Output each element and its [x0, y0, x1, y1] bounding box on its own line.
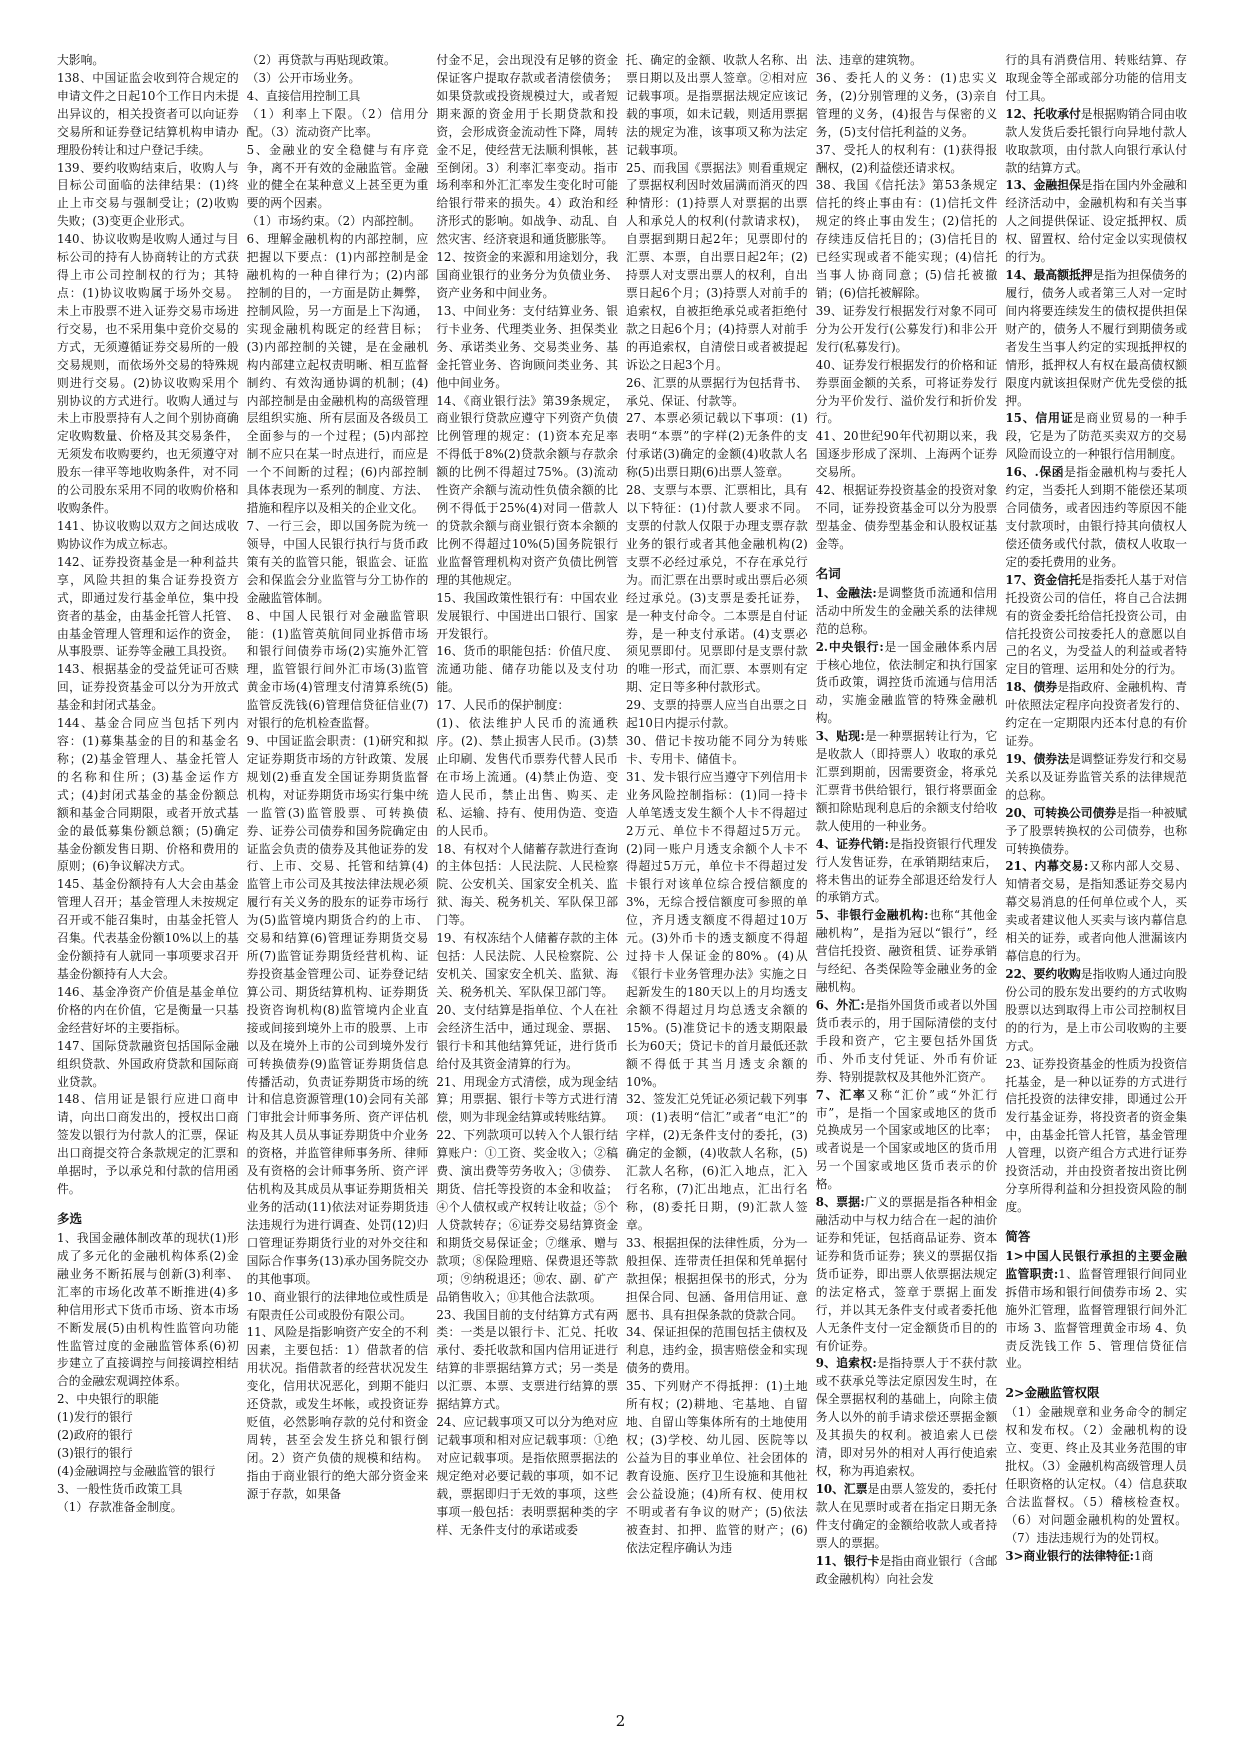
- paragraph-text: 20、支付结算是指单位、个人在社会经济生活中，通过现金、票据、银行卡和其他结算凭证，进行货币给付及其资金清算的行为。: [436, 1002, 619, 1071]
- paragraph-text: 17、人民币的保护制度：: [436, 698, 570, 713]
- paragraph: [1005, 106, 1187, 178]
- paragraph-text: 142、证券投资基金是一种利益共享，风险共担的集合证券投资方式，即通过发行基金单位，集中投资者的基金，由基金托管人托管、由基金管理人管理和运作的资金，从事股票、证券等金融工具投资。: [57, 554, 239, 659]
- paragraph: [436, 249, 618, 303]
- paragraph: [1005, 1404, 1187, 1547]
- paragraph-text: (1)、依法维护人民币的流通秩序。(2)、禁止损害人民币。(3)禁止印刷、发售代币票券代替人民币在市场上流通。(4)禁止伪造、变造人民币，禁止出售、购买、走私、运输、持有、使用伪造、变造的人民币。: [436, 716, 619, 838]
- glossary-term: 4、证券代销:: [815, 836, 889, 851]
- paragraph: [626, 52, 808, 160]
- paragraph: [816, 70, 998, 142]
- paragraph-text: 1商: [1133, 1548, 1154, 1563]
- paragraph: [816, 639, 998, 729]
- paragraph-text: 6、理解金融机构的内部控制，应把握以下要点：(1)内部控制是金融机构的一种自律行为；(2)内部控制的目的，一方面是防止舞弊，控制风险，另一方面是上下沟通，实现金融机构既定的经营目标；(3)内部控制的关键，是在金融机构内部建立起权责明晰、相互监督制约、有效沟通协调的机制；(4)内部控制是由金融机构的高级管理层组织实施、所有层面及各级员工全面参与的一个过程；(5)内部控制不应只在某一时点进行，而应是一个不间断的过程；(6)内部控制具体表现为一系列的制度、方法、措施和程序以及相关的企业文化。: [246, 232, 429, 516]
- paragraph-text: (2)政府的银行: [57, 1428, 133, 1443]
- paragraph-text: 是一种票据转让行为，它是收款人（即持票人）收取的承兑汇票到期前，因需要资金，将承兑汇票背书供给银行，银行将票面金额扣除贴现利息后的余额支付给收款人使用的一种业务。: [815, 729, 998, 833]
- paragraph-text: 4、直接信用控制工具: [246, 88, 361, 103]
- paragraph-text: 12、按资金的来源和用途划分，我国商业银行的业务分为负债业务、资产业务和中间业务。: [436, 250, 619, 300]
- section-heading: 简答: [1005, 1228, 1031, 1244]
- paragraph-text: 是根据购销合同由收款人发货后委托银行向异地付款人收取款项，由付款人向银行承认付款的结算方式。: [1005, 106, 1188, 175]
- glossary-term: 3、贴现:: [815, 729, 865, 744]
- paragraph: [1005, 1548, 1187, 1566]
- paragraph: [1005, 966, 1187, 1056]
- glossary-term: 5、非银行金融机构:: [815, 908, 929, 923]
- column-6: [1005, 52, 1187, 1702]
- paragraph: [1005, 267, 1187, 410]
- paragraph-text: 16、货币的职能包括：价值尺度、流通功能、储存功能以及支付功能。: [436, 644, 619, 695]
- paragraph-text: 19、有权冻结个人储蓄存款的主体包括：人民法院、人民检察院、公安机关、国家安全机关、监狱、海关、税务机关、军队保卫部门等。: [436, 931, 619, 999]
- glossary-term: 10、汇票: [815, 1481, 868, 1496]
- paragraph-text: 是指在国内外金融和经济活动中，金融机构和有关当事人之间提供保证、设定抵押权、质权、留置权、给付定金以实现债权的行为。: [1005, 178, 1188, 265]
- glossary-term: 17、资金信托: [1005, 572, 1081, 587]
- paragraph: [816, 482, 998, 554]
- glossary-term: 12、托收承付: [1005, 106, 1081, 121]
- paragraph: [57, 1038, 239, 1092]
- paragraph-text: (3)银行的银行: [57, 1446, 133, 1461]
- paragraph-text: 是调整证券发行和交易关系以及证券监管关系的法律规范的总称。: [1005, 751, 1188, 802]
- paragraph: [57, 1481, 239, 1499]
- column-5: [816, 52, 998, 1702]
- paragraph: [816, 357, 998, 429]
- paragraph-text: 也称“其他金融机构”，是指为冠以“银行”，经营信托投资、融资租赁、证券承销与经纪、各类保险等金融业务的金融机构。: [815, 908, 998, 995]
- paragraph-text: 28、支票与本票、汇票相比，具有以下特征：(1)付款人要求不同。支票的付款人仅限于办理支票存款业务的银行或者其他金融机构(2)支票不必经过承兑，不存在承兑行为。而汇票在出票时或出票后必须经过承兑。(3)支票是委托证券，是一种支付命令。二本票是自付证券，是一种支付承诺。(4)支票必须见票即付。见票即付是支票付款的唯一形式，而汇票、本票则有定期、定日等多种付款形式。: [626, 483, 808, 695]
- paragraph-text: 法、违章的建筑物。: [815, 53, 922, 67]
- paragraph-text: 21、用现金方式清偿，成为现金结算；用票据、银行卡等方式进行清偿，则为非现金结算或转账结算。: [436, 1074, 619, 1125]
- inline-heading: 1>中国人民银行承担的主要金融监管职责:: [1005, 1248, 1188, 1281]
- paragraph-text: 5、金融业的安全稳健与有序竞争，离不开有效的金融监管。金融业的健全在某种意义上甚至更为重要的两个因素。: [246, 142, 429, 211]
- paragraph: [57, 231, 239, 518]
- paragraph: [1005, 52, 1187, 106]
- paragraph: [626, 482, 808, 697]
- paragraph: [57, 1391, 239, 1409]
- paragraph-text: 是指委托人基于对信托投资公司的信任，将自己合法拥有的资金委托给信托投资公司，由信托投资公司按委托人的意愿以自己的名义，为受益人的利益或者特定目的管理、运用和处分的行为。: [1005, 572, 1188, 677]
- paragraph: [1005, 1248, 1187, 1373]
- glossary-term: 2.中央银行:: [815, 639, 884, 654]
- paragraph: [57, 518, 239, 554]
- paragraph-text: 143、根据基金的受益凭证可否赎回，证券投资基金可以分为开放式基金和封闭式基金。: [57, 662, 239, 713]
- paragraph-text: 25、而我国《票据法》则看重规定了票据权利因时效届满而消灭的四种情形：(1)持票人对票据的出票人和承兑人的权利(付款请求权)，自票据到期日起2年；见票即付的汇票、本票，自出票日起2年；(2)持票人对支票出票人的权利，自出票日起6个月；(3)持票人对前手的追索权，自被拒绝承兑或者拒绝付款之日起6个月；(4)持票人对前手的再追索权，自清偿日或者被提起诉讼之日起3个月。: [626, 160, 808, 372]
- paragraph: [436, 590, 618, 644]
- paragraph-text: 139、要约收购结束后，收购人与目标公司面临的法律结果：(1)终止上市交易与强制受让；(2)收购失败；(3)变更企业形式。: [57, 160, 239, 229]
- paragraph: [247, 733, 429, 1289]
- glossary-term: 15、信用证: [1005, 411, 1074, 426]
- paragraph-text: 是指由商业银行（含邮政金融机构）向社会发: [815, 1553, 998, 1586]
- paragraph-text: 是指外国货币或者以外国货币表示的，用于国际清偿的支付手段和资产，它主要包括外国货币、外币支付凭证、外币有价证券、特别提款权及其他外汇资产。: [815, 998, 998, 1084]
- paragraph: [626, 697, 808, 733]
- paragraph-text: 15、我国政策性银行有：中国农业发展银行、中国进出口银行、国家开发银行。: [436, 590, 619, 641]
- paragraph-text: 是指政府、金融机构、青叶依照法定程序向投资者发行的、约定在一定期限内还本付息的有价证券。: [1005, 680, 1188, 749]
- paragraph: [57, 1091, 239, 1199]
- paragraph-text: 是指金融机构与委托人约定，当委托人到期不能偿还某项合同债务，或者因违约等原因不能支付款项时，由银行持其向债权人偿还债务或代付款，债权人收取一定的委托费用的业务。: [1005, 465, 1188, 569]
- paragraph: [816, 142, 998, 178]
- paragraph: [626, 1324, 808, 1378]
- section-heading: 多选: [57, 1211, 83, 1226]
- paragraph-text: 2、中央银行的职能: [57, 1392, 159, 1407]
- paragraph-text: 1、我国金融体制改革的现状(1)形成了多元化的金融机构体系(2)金融业务不断拓展与创新(3)利率、汇率的市场化改革不断推进(4)多种信用形式下货币市场、资本市场不断发展(5)由机构性监管向功能性监管过度的金融监管体系(6)初步建立了直接调控与间接调控相结合的金融宏观调控体系。: [57, 1231, 239, 1389]
- paragraph-text: (1)发行的银行: [57, 1410, 133, 1425]
- paragraph-text: 36、委托人的义务：(1)忠实义务，(2)分别管理的义务，(3)亲自管理的义务，(4)报告与保密的义务，(5)支付信托利益的义务。: [815, 70, 998, 139]
- paragraph: [247, 231, 429, 518]
- paragraph: [436, 930, 618, 1002]
- paragraph: [436, 1002, 618, 1074]
- paragraph: [247, 106, 429, 142]
- paragraph: [626, 410, 808, 482]
- paragraph: [436, 303, 618, 393]
- paragraph: [57, 554, 239, 662]
- paragraph-text: 145、基金份额持有人大会由基金管理人召开；基金管理人未按规定召开或不能召集时，由基金托管人召集。代表基金份额10%以上的基金份额持有人就同一事项要求召开基金份额持有人大会。: [57, 877, 239, 982]
- paragraph-text: （1）利率上下限。（2）信用分配。（3）流动资产比率。: [246, 106, 429, 139]
- paragraph: [247, 518, 429, 608]
- paragraph-text: （1）市场约束。（2）内部控制。: [246, 214, 421, 229]
- paragraph-text: 146、基金净资产价值是基金单位价格的内在价值，它是衡量一只基金经营好坏的主要指标。: [57, 984, 239, 1035]
- paragraph-text: 大影响。: [57, 53, 105, 67]
- paragraph-text: 广义的票据是指各种相金融活动中与权力结合在一起的油价证券和凭证，包括商品证券、资本证券和货币证券；狭义的票据仅指货币证券，即出票人依票据法规定的法定格式，签章于票据上面发行，并以其无条件支付或者委托他人无条件支付一定金额货币目的的有价证券。: [815, 1195, 998, 1353]
- paragraph: [1005, 410, 1187, 464]
- paragraph-text: 34、保证担保的范围包括主债权及利息，违约金，损害赔偿金和实现债务的费用。: [626, 1325, 808, 1376]
- paragraph-text: 14、《商业银行法》第39条规定，商业银行贷款应遵守下列资产负债比例管理的规定：(1)资本充足率不得低于8%(2)贷款余额与存款余额的比例不得超过75%。(3)流动性资产余额与流动性负债余额的比例不得低于25%(4)对同一借款人的贷款余额与商业银行资本余额的比例不得超过10%(5)国务院银行业监督管理机构对资产负债比例管理的其他规定。: [436, 393, 619, 587]
- paragraph: [57, 661, 239, 715]
- paragraph-text: 是指为担保债务的履行，债务人或者第三人对一定时间内将要连续发生的债权提供担保财产的，债务人不履行到期债务或者发生当事人约定的实现抵押权的情形，抵押权人有权在最高债权额限度内就该担保财产优先受偿的抵押。: [1005, 268, 1188, 408]
- paragraph-text: (4)金融调控与金融监管的银行: [57, 1463, 216, 1478]
- paragraph: [1005, 177, 1187, 267]
- paragraph-text: 39、证券发行根据发行对象不同可分为公开发行(公募发行)和非公开发行(私募发行)。: [815, 303, 998, 354]
- glossary-term: 13、金融担保: [1005, 178, 1081, 193]
- glossary-term: 14、最高额抵押: [1005, 268, 1093, 283]
- paragraph: [247, 142, 429, 214]
- paragraph: [626, 1378, 808, 1557]
- paragraph-text: 26、汇票的从票据行为包括背书、承兑、保证、付款等。: [626, 375, 808, 408]
- paragraph-text: 35、下列财产不得抵押：(1)土地所有权；(2)耕地、宅基地、自留地、自留山等集体所有的土地使用权；(3)学校、幼儿园、医院等以公益为目的事业单位、社会团体的教育设施、医疗卫生设施和其他社会公益设施；(4)所有权、使用权不明或者有争议的财产；(5)依法被查封、扣押、监管的财产；(6)依法定程序确认为违: [626, 1379, 808, 1555]
- paragraph: [57, 52, 239, 70]
- paragraph-text: 22、下列款项可以转入个人银行结算账户：①工资、奖金收入；②稿费、演出费等劳务收入；③债券、期货、信托等投资的本金和收益；④个人债权或产权转让收益；⑤个人贷款转存；⑥证券交易结算资金和期货交易保证金；⑦继承、赠与款项；⑧保险理赔、保费退还等款项；⑨纳税退还；⑩农、副、矿产品销售收入；⑪其他合法款项。: [436, 1128, 619, 1304]
- paragraph-text: 141、协议收购以双方之间达成收购协议作为成立标志。: [57, 518, 239, 551]
- paragraph: [626, 375, 808, 411]
- glossary-term: 21、内幕交易:: [1005, 859, 1089, 874]
- paragraph-text: 付金不足，会出现没有足够的资金保证客户提取存款或者清偿债务；如果贷款或投资规模过大，或者短期来源的资金用于长期贷款和投资，会形成资金流动性下降，周转金不足，使经营无法顺利惧帐，甚至倒闭。3）利率汇率变动。指市场利率和外汇汇率发生变化时可能给银行带来的损失。4）政治和经济形式的影响。如战争、动乱、自然灾害、经济衰退和通货膨胀等。: [436, 53, 619, 247]
- paragraph: [436, 1307, 618, 1415]
- paragraph: [816, 1087, 998, 1195]
- paragraph-text: 140、协议收购是收购人通过与目标公司的持有人协商转让的方式获得上市公司控制权的行为；其特点：(1)协议收购属于场外交易。未上市股票不进入证券交易市场进行交易，也不采用集中竞价交易的方式，无须遵循证券交易所的一般交易规则，而依场外交易的特殊规则进行交易。(2)协议收购采用个别协议的方式进行。收购人通过与未上市股票持有人之间个别协商确定收购数量、价格及其交易条件，无须发布收购要约，也无须遵守对股东一律平等地收购条件，对不同的公司股东采用不同的收购价格和收购条件。: [57, 232, 239, 516]
- paragraph: [57, 160, 239, 232]
- paragraph-text: 是商业贸易的一种手段，它是为了防范买卖双方的交易风险而设立的一种银行信用制度。: [1005, 411, 1188, 462]
- paragraph: [626, 1235, 808, 1325]
- paragraph: [626, 1091, 808, 1234]
- paragraph: [247, 70, 429, 88]
- paragraph-text: 是指一种被赋予了股票转换权的公司债券，也称可转换债券。: [1005, 805, 1188, 856]
- paragraph: [436, 841, 618, 931]
- paragraph: [626, 733, 808, 769]
- paragraph: [57, 1463, 239, 1481]
- glossary-term: 22、要约收购: [1005, 967, 1081, 982]
- paragraph: [436, 1074, 618, 1128]
- paragraph: [57, 1445, 239, 1463]
- paragraph-text: 40、证券发行根据发行的价格和证券票面金额的关系，可将证券发行分为平价发行、溢价发行和折价发行。: [815, 357, 998, 426]
- paragraph: [247, 1324, 429, 1503]
- glossary-term: 9、追索权:: [815, 1356, 877, 1371]
- paragraph-text: 29、支票的持票人应当自出票之日起10日内提示付款。: [626, 698, 808, 731]
- paragraph: [436, 715, 618, 840]
- paragraph-text: 33、根据担保的法律性质，分为一般担保、连带责任担保和凭单据付款担保；根据担保书的形式，分为担保合同、包涵、备用信用证、意愿书、具有担保条款的贷款合同。: [626, 1235, 808, 1322]
- paragraph-text: （1）存款准备金制度。: [57, 1499, 183, 1514]
- paragraph-text: 9、中国证监会职责：(1)研究和拟定证券期货市场的方针政策、发展规划(2)垂直发全国证券期货监督机构，对证券期货市场实行集中统一监管(3)监管股票、可转换债券、证券公司债券和国务院确定由证监会负责的债券及其他证券的发行、上市、交易、托管和结算(4)监管上市公司及其按法律法规必须履行有关义务的股东的证券市场行为(5)监管境内期货合约的上市、交易和结算(6)管理证券期货交易所(7)监管证券期货经营机构、证券投资基金管理公司、证券登记结算公司、期货结算机构、证券期货投资咨询机构(8)监管境内企业直接或间接到境外上市的股票、上市以及在境外上市的公司到境外发行可转换债券(9)监管证券期货信息传播活动，负责证券期货市场的统计和信息资源管理(10)会同有关部门审批会计师事务所、资产评估机构及其人员从事证券期货中介业务的资格，并监管律师事务所、律师及有资格的会计师事务所、资产评估机构及其成员从事证券期货相关业务的活动(11)依法对证券期货违法违规行为进行调查、处罚(12)归口管理证券期货行业的对外交往和国际合作事务(13)承办国务院交办的其他事项。: [246, 734, 429, 1286]
- paragraph: [57, 984, 239, 1038]
- glossary-term: 6、外汇:: [815, 998, 865, 1013]
- paragraph: [57, 876, 239, 984]
- paragraph-text: 是指收购人通过向股份公司的股东发出要约的方式收购股票以达到取得上市公司控制权目的的行为，是上市公司收购的主要方式。: [1005, 967, 1188, 1053]
- paragraph: [436, 697, 618, 715]
- paragraph-text: 是调整货币流通和信用活动中所发生的金融关系的法律规范的总称。: [815, 585, 998, 636]
- paragraph: [816, 1194, 998, 1355]
- paragraph-text: 144、基金合同应当包括下列内容：(1)募集基金的目的和基金名称；(2)基金管理人、基金托管人的名称和住所；(3)基金运作方式；(4)封闭式基金的基金份额总额和基金合同期限，或者开放式基金的最低募集份额总额；(5)确定基金份额发售日期、价格和费用的原则；(6)争议解决方式。: [57, 716, 239, 874]
- paragraph: [57, 1230, 239, 1391]
- paragraph: [1005, 679, 1187, 751]
- paragraph: [626, 769, 808, 1092]
- paragraph-text: （2）再贷款与再贴现政策。: [246, 53, 396, 67]
- glossary-term: 1、金融法:: [815, 585, 877, 600]
- paragraph: [626, 160, 808, 375]
- paragraph-text: 又称“汇价”或“外汇行市”，是指一个国家或地区的货币兑换成另一个国家或地区的比率；或者说是一个国家或地区的货币用另一个国家或地区货币表示的价格。: [815, 1087, 998, 1192]
- section-heading: 名词: [815, 565, 841, 581]
- paragraph: [436, 1127, 618, 1306]
- paragraph-text: 23、我国目前的支付结算方式有两类：一类是以银行卡、汇兑、托收承付、委托收款和国内信用证进行结算的非票据结算方式；另一类是以汇票、本票、支票进行结算的票据结算方式。: [436, 1307, 619, 1412]
- paragraph-text: 30、借记卡按功能不同分为转账卡、专用卡、储值卡。: [626, 734, 808, 766]
- paragraph-text: 10、商业银行的法律地位或性质是有限责任公司或股份有限公司。: [246, 1289, 429, 1322]
- paragraph: [436, 643, 618, 697]
- paragraph-text: 11、风险是指影响资产安全的不利因素，主要包括：1）借款者的信用状况。指借款者的经营状况发生变化，信用状况恶化，到期不能归还贷款，或发生坏帐，或投资证券贬值，必然影响存款的兑付和资金周转，甚至会发生挤兑和银行倒闭。2）资产负债的规模和结构。指由于商业银行的绝大部分资金来源于存款，如果备: [246, 1325, 429, 1501]
- column-4: [626, 52, 808, 1702]
- paragraph: [247, 608, 429, 733]
- paragraph-text: 41、20世纪90年代初期以来，我国逐步形成了深圳、上海两个证券交易所。: [815, 429, 998, 480]
- paragraph: [1005, 572, 1187, 680]
- paragraph-text: 是指持票人于不获付款或不获承兑等法定原因发生时，在保全票据权利的基础上，向除主债务人以外的前手请求偿还票据金额及其损失的权利。被追索人已偿清，即对另外的相对人再行使追索权，称为再追索权。: [815, 1356, 998, 1478]
- paragraph: [816, 997, 998, 1087]
- paragraph: [57, 715, 239, 876]
- paragraph: [57, 70, 239, 160]
- paragraph-text: 38、我国《信托法》第53条规定信托的终止事由有：(1)信托文件规定的终止事由发生；(2)信托的存续违反信托目的；(3)信托目的已经实现或者不能实现；(4)信托当事人协商同意；(5)信托被撤销；(6)信托被解除。: [815, 178, 998, 300]
- paragraph: [1005, 1056, 1187, 1217]
- glossary-term: 8、票据:: [815, 1195, 865, 1210]
- paragraph: [247, 213, 429, 231]
- paragraph: [57, 1499, 239, 1517]
- paragraph: [436, 52, 618, 249]
- paragraph: [816, 1481, 998, 1553]
- paragraph: [816, 728, 998, 836]
- paragraph-text: 是一国金融体系内居于核心地位，依法制定和执行国家货币政策，调控货币流通与信用活动，实施金融监管的特殊金融机构。: [815, 639, 998, 726]
- paragraph-text: （1）金融规章和业务命令的制定权和发布权。（2）金融机构的设立、变更、终止及其业务范围的审批权。（3）金融机构高级管理人员任职资格的认定权。（4）信息获取合法监督权。（5）稽核检查权。（6）对问题金融机构的处置权。（7）违法违规行为的处罚权。: [1005, 1405, 1188, 1545]
- paragraph-text: 31、发卡银行应当遵守下列信用卡业务风险控制指标：(1)同一持卡人单笔透支发生额个人卡不得超过2万元、单位卡不得超过5万元。(2)同一账户月透支余额个人卡不得超过5万元，单位卡不得超过发卡银行对该单位综合授信额度的3%，无综合授信额度可参照的单位，齐月透支额度不得超过10万元。(3)外币卡的透支额度不得超过持卡人保证金的80%。(4)从《银行卡业务管理办法》实施之日起新发生的180天以上的月均透支余额不得超过月均总透支余额的15%。(5)准贷记卡的透支期限最长为60天；贷记卡的首月最低还款额不得低于其当月透支余额的10%。: [626, 769, 808, 1089]
- paragraph: [816, 1355, 998, 1480]
- paragraph-text: 行的具有消费信用、转账结算、存取现金等全部或部分功能的信用支付工具。: [1005, 53, 1188, 103]
- glossary-term: 19、债券法: [1005, 751, 1069, 766]
- paragraph: [816, 907, 998, 997]
- paragraph: [247, 88, 429, 106]
- document-page: [57, 52, 1187, 1702]
- text-columns: [57, 52, 1187, 1702]
- glossary-term: 11、银行卡: [815, 1553, 880, 1568]
- page-number: 2: [615, 1712, 626, 1730]
- paragraph: [247, 1289, 429, 1325]
- paragraph-text: 8、中国人民银行对金融监管职能：(1)监管英航间同业拆借市场和银行间债券市场(2)实施外汇管理，监管银行间外汇市场(3)监管黄金市场(4)管理支付清算系统(5)监管反洗钱(6)管理信贷征信业(7)对银行的危机检查监督。: [246, 608, 429, 731]
- paragraph-text: 是指投资银行代理发行人发售证券，在承销期结束后，将未售出的证券全部退还给发行人的承销方式。: [815, 836, 998, 905]
- paragraph-text: （3）公开市场业务。: [246, 70, 361, 85]
- paragraph-text: 148、信用证是银行应进口商申请，向出口商发出的，授权出口商签发以银行为付款人的汇票，保证出口商提交符合条款规定的汇票和单据时，予以承兑和付款的信用函件。: [57, 1092, 239, 1197]
- paragraph-text: 42、根据证券投资基金的投资对象不同，证券投资基金可以分为股票型基金、债券型基金和认股权证基金等。: [815, 483, 998, 551]
- paragraph: [1005, 751, 1187, 805]
- inline-heading: 3>商业银行的法律特征:: [1005, 1548, 1134, 1563]
- paragraph: [816, 428, 998, 482]
- paragraph: [816, 836, 998, 908]
- paragraph-text: 13、中间业务：支付结算业务、银行卡业务、代理类业务、担保类业务、承诺类业务、交易类业务、基金托管业务、咨询顾问类业务、其他中间业务。: [436, 303, 619, 390]
- paragraph-text: 32、签发汇兑凭证必须记载下列事项：(1)表明“信汇”或者“电汇”的字样，(2)无条件支付的委托，(3)确定的金额，(4)收款人名称，(5)汇款人名称，(6)汇入地点，汇入行名称，(7)汇出地点，汇出行名称，(8)委托日期，(9)汇款人签章。: [626, 1092, 808, 1232]
- paragraph-text: 18、有权对个人储蓄存款进行查询的主体包括：人民法院、人民检察院、公安机关、国家安全机关、监狱、海关、税务机关、军队保卫部门等。: [436, 841, 619, 928]
- paragraph-text: 24、应记载事项又可以分为绝对应记载事项和相对应记载事项：①绝对应记载事项。是指依照票据法的规定绝对必要记载的事项，如不记载，票据即归于无效的事项，这些事项一般包括：表明票据种类的字样、无条件支付的承诺或委: [436, 1415, 619, 1537]
- paragraph-text: 又称内部人交易、知情者交易，是指知悉证券交易内幕交易消息的任何单位或个人，买卖或者建议他人买卖与该内幕信息相关的证券，或者向他人泄漏该内幕信息的行为。: [1005, 859, 1188, 964]
- paragraph: [436, 1414, 618, 1539]
- paragraph: [436, 393, 618, 590]
- paragraph: [816, 585, 998, 639]
- paragraph: [816, 177, 998, 302]
- column-2: [247, 52, 429, 1702]
- section-heading: 2>金融监管权限: [1005, 1385, 1100, 1401]
- paragraph-text: 37、受托人的权利有：(1)获得报酬权，(2)利益偿还请求权。: [815, 142, 998, 175]
- paragraph: [1005, 464, 1187, 572]
- column-3: [436, 52, 618, 1702]
- paragraph-text: 托、确定的金额、收款人名称、出票日期以及出票人签章。②相对应记载事项。是指票据法规定应该记载的事项，如未记载，则适用票据法的规定为准，该事项又称为法定记载事项。: [626, 53, 808, 157]
- paragraph: [816, 52, 998, 70]
- paragraph: [57, 1409, 239, 1427]
- paragraph-text: 是由票人签发的，委托付款人在见票时或者在指定日期无条件支付确定的金额给收款人或者持票人的票据。: [815, 1481, 998, 1550]
- paragraph: [1005, 805, 1187, 859]
- paragraph: [1005, 858, 1187, 966]
- paragraph-text: 138、中国证监会收到符合规定的申请文件之日起10个工作日内未提出异议的，相关投资者可以向证券交易所和证券登记结算机构申请办理股份转让和过户登记手续。: [57, 70, 239, 157]
- paragraph-text: 147、国际贷款融资包括国际金融组织贷款、外国政府贷款和国际商业贷款。: [57, 1038, 239, 1089]
- paragraph: [57, 1427, 239, 1445]
- paragraph-text: 3、一般性货币政策工具: [57, 1481, 183, 1496]
- glossary-term: 18、债券: [1005, 680, 1058, 695]
- glossary-term: 20、可转换公司债券: [1005, 805, 1117, 820]
- paragraph: [816, 303, 998, 357]
- glossary-term: 16、.保函: [1005, 465, 1065, 480]
- paragraph: [816, 1553, 998, 1589]
- paragraph-text: 23、证券投资基金的性质为投资信托基金，是一种以证券的方式进行信托投资的法律安排，即通过公开发行基金证券，将投资者的资金集中，由基金托管人托管，基金管理人管理，以资产组合方式进行证券投资活动，并由投资者按出资比例分享所得利益和分担投资风险的制度。: [1005, 1056, 1188, 1214]
- paragraph-text: 1、监督管理银行间同业拆借市场和银行间债券市场 2、实施外汇管理，监督管理银行间外汇市场 3、监督管理黄金市场 4、负责反洗钱工作 5、管理信贷征信业。: [1005, 1266, 1188, 1371]
- column-1: [57, 52, 239, 1702]
- glossary-term: 7、汇率: [815, 1087, 867, 1102]
- paragraph-text: 7、一行三会，即以国务院为统一领导，中国人民银行执行与货币政策有关的监管只能，银监会、证监会和保监会分业监管与分工协作的金融监管体制。: [246, 518, 429, 605]
- paragraph: [247, 52, 429, 70]
- paragraph-text: 27、本票必须记载以下事项：(1)表明“本票”的字样(2)无条件的支付承诺(3)确定的金额(4)收款人名称(5)出票日期(6)出票人签章。: [626, 411, 808, 480]
